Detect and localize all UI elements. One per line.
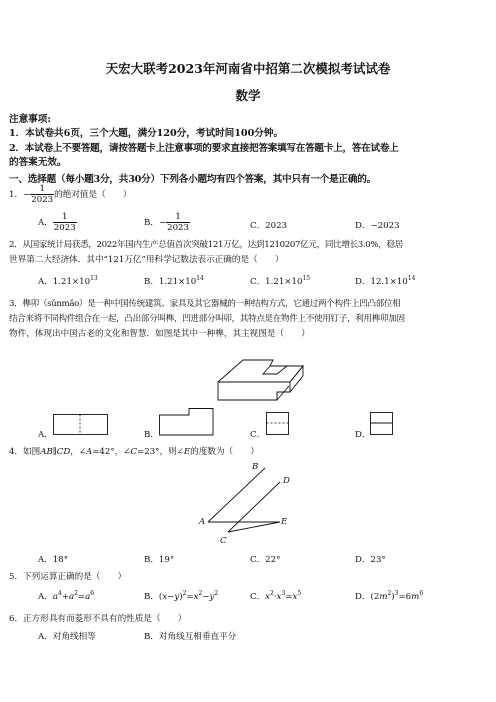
q4-point-c: C — [220, 536, 227, 546]
q3-stem-line2: 结合来将不同构件组合在一起，凸出部分叫榫，凹进部分叫卯，其特点是在物件上不使用钉子，利用榫卯加固 — [9, 314, 405, 324]
subject-title: 数学 — [235, 88, 261, 103]
q4-point-d: D — [283, 476, 290, 486]
q1-option-a — [38, 212, 77, 233]
q2-stem-line2: 世界第二大经济体．其中“121万亿”用科学记数法表示正确的是（ ） — [9, 255, 284, 265]
q1-a-fraction — [53, 212, 77, 233]
q3-stem-line3: 物件，体现出中国古老的文化和智慧．如图是其中一种榫，其主视图是（ ） — [9, 329, 310, 339]
q4-option-b: B．19° — [144, 555, 175, 565]
q5-option-b: B．$(x-y)^2=x^2-y^2$ — [144, 590, 219, 602]
q4-option-d: D．23° — [355, 555, 386, 565]
q2-c-base: C．1.21×10 — [250, 277, 303, 287]
q3-option-c-label: C． — [250, 430, 266, 440]
q4-stem — [9, 445, 259, 457]
q5-b-label: B． — [144, 592, 159, 602]
section-1-heading: 一、选择题（每小题3分，共30分）下列各小题均有四个答案，其中只有一个是正确的。 — [9, 174, 376, 185]
q2-option-b — [144, 275, 204, 287]
q4-mid2: =42°，∠ — [92, 447, 131, 457]
q4-geometry-figure — [195, 460, 305, 550]
notes-item-1: 1．本试卷共6页，三个大题，满分120分，考试时间100分钟。 — [9, 128, 284, 139]
q1-a-den: 2023 — [53, 223, 76, 233]
q1-b-neg: − — [158, 218, 167, 228]
q4-option-a: A．18° — [38, 555, 69, 565]
q4-mid1: ，∠ — [70, 447, 87, 457]
q2-d-exp: 14 — [407, 275, 416, 282]
q2-c-exp: 15 — [302, 275, 311, 282]
q4-pre: 4．如图 — [9, 447, 41, 457]
q2-d-base: D．12.1×10 — [355, 277, 408, 287]
q5-option-a: A．$a^4+a^2=a^6$ — [38, 590, 95, 602]
q1-option-d: D．−2023 — [355, 221, 400, 231]
q6-stem: 6．正方形具有而菱形不具有的性质是（ ） — [9, 614, 187, 624]
q2-b-base: B．1.21×10 — [144, 277, 197, 287]
q5-option-d: D．$(2m^2)^3=6m^6$ — [355, 590, 424, 602]
q2-a-exp: 13 — [90, 275, 98, 282]
q1-frac-den: 2023 — [31, 195, 54, 205]
q3-option-d-figure — [370, 412, 394, 436]
q4-point-e: E — [281, 517, 288, 527]
q1-option-c: C．2023 — [250, 221, 288, 231]
q2-b-exp: 14 — [196, 275, 204, 282]
q1-frac-num: 1 — [30, 184, 54, 195]
q1-b-label: B． — [144, 218, 159, 228]
q2-option-a — [38, 275, 98, 287]
q1-a-num: 1 — [53, 212, 77, 223]
q3-option-a-figure — [53, 414, 109, 436]
q3-option-d-label: D． — [355, 430, 371, 440]
exam-title: 天宏大联考2023年河南省中招第二次模拟考试试卷 — [105, 61, 391, 76]
q2-option-d — [355, 275, 415, 287]
q3-option-c-figure — [266, 412, 290, 436]
q4-var-e: E — [183, 447, 191, 457]
q4-point-b: B — [252, 462, 259, 472]
q4-mid3: =23°，则∠ — [137, 447, 184, 457]
q6-option-a: A．对角线相等 — [38, 632, 96, 642]
q3-option-b-figure — [159, 408, 215, 436]
q1-stem-tail: 的绝对值是（ ） — [54, 190, 132, 200]
q4-var-a: A — [86, 447, 93, 457]
q1-a-label: A． — [38, 218, 53, 228]
q5-stem: 5．下列运算正确的是（ ） — [9, 572, 127, 582]
q3-tenon-figure — [215, 352, 305, 410]
q1-b-den: 2023 — [167, 223, 189, 233]
q6-option-b: B．对角线互相垂直平分 — [144, 632, 237, 642]
q4-parallel: AB∥CD — [40, 447, 71, 457]
q5-a-label: A． — [38, 592, 53, 602]
q2-stem-line1: 2．从国家统计局获悉，2022年国内生产总值首次突破121万亿，达到1210207亿元，同比增长3.0%，稳居 — [9, 240, 403, 250]
q4-point-a: A — [199, 517, 206, 527]
q4-option-c: C．22° — [250, 555, 281, 565]
q3-stem-line1: 3．榫卯（sǔnmǎo）是一种中国传统建筑、家具及其它器械的一种结构方式，它通过两个构件上凹凸部位相 — [9, 299, 401, 309]
q3-option-b-label: B． — [144, 430, 159, 440]
q1-neg: − — [23, 190, 31, 200]
q1-stem — [9, 184, 132, 205]
q1-option-b — [144, 212, 190, 233]
q2-option-c — [250, 275, 310, 287]
q5-c-label: C． — [250, 592, 266, 602]
notes-item-2-line1: 2．本试卷上不要答题，请按答题卡上注意事项的要求直接把答案填写在答题卡上，答在试卷上 — [9, 143, 399, 154]
q5-d-label: D． — [355, 592, 371, 602]
q1-number: 1． — [9, 190, 24, 200]
q4-var-c: C — [130, 447, 138, 457]
q3-option-a-label: A． — [38, 430, 53, 440]
q2-a-base: A．1.21×10 — [38, 277, 91, 287]
q1-b-fraction — [166, 212, 190, 233]
q1-b-num: 1 — [166, 212, 190, 223]
q1-fraction — [30, 184, 54, 205]
q4-tail: 的度数为（ ） — [190, 447, 259, 457]
q5-option-c: C．$x^2\cdot x^3=x^5$ — [250, 590, 302, 602]
notes-heading: 注意事项: — [9, 114, 51, 125]
notes-item-2-line2: 的答案无效。 — [9, 157, 67, 168]
